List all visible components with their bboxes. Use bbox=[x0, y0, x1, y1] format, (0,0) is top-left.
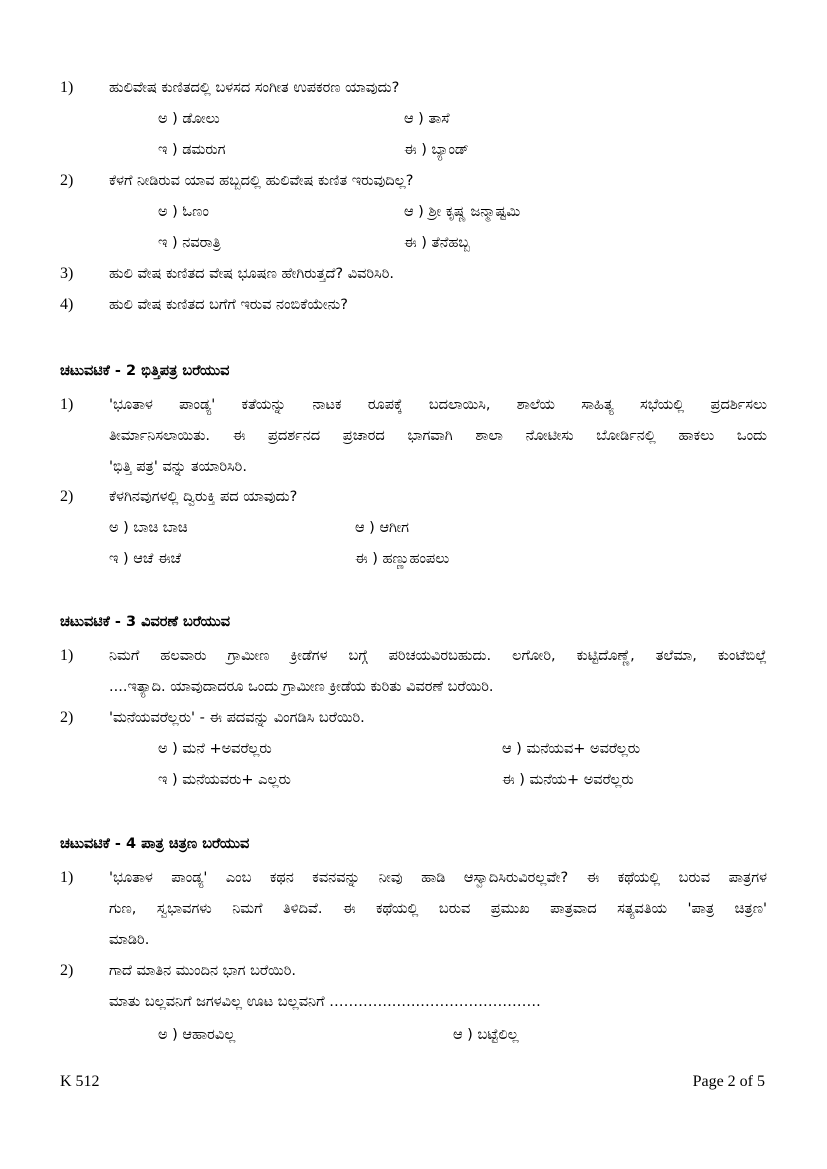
option-aa: ಆ ) ತಾಸೆ bbox=[404, 111, 450, 127]
option-ii: ಈ ) ಬ್ಯಾಂಡ್ bbox=[404, 142, 469, 158]
question-text-line: ....ಇತ್ಯಾದಿ. ಯಾವುದಾದರೂ ಒಂದು ಗ್ರಾಮೀಣ ಕ್ರೀಡೆಯ ಕುರಿತು ವಿವರಣೆ ಬರೆಯಿರಿ. bbox=[109, 679, 494, 695]
option-i: ಇ ) ನವರಾತ್ರಿ bbox=[158, 235, 221, 251]
option-ii: ಈ ) ಮನೆಯ+ ಅವರೆಲ್ಲರು bbox=[502, 772, 634, 788]
option-a: ಅ ) ಮನೆ +ಅವರೆಲ್ಲರು bbox=[158, 741, 272, 757]
question-number: 2) bbox=[60, 709, 74, 726]
option-aa: ಆ ) ಮನೆಯವ+ ಅವರೆಲ್ಲರು bbox=[502, 741, 641, 757]
question-text: ಗಾದೆ ಮಾತಿನ ಮುಂದಿನ ಭಾಗ ಬರೆಯಿರಿ. bbox=[109, 963, 297, 979]
option-aa: ಆ ) ಬಟ್ಟೆಲಿಲ್ಲ bbox=[453, 1027, 519, 1043]
question-number: 1) bbox=[60, 396, 74, 413]
question-text: ಹುಲಿವೇಷ ಕುಣಿತದಲ್ಲಿ ಬಳಸದ ಸಂಗೀತ ಉಪಕರಣ ಯಾವುದು? bbox=[109, 80, 400, 96]
option-a: ಅ ) ಡೋಲು bbox=[158, 111, 220, 127]
section-heading: ಚಟುವಟಿಕೆ - 2 ಭಿತ್ತಿಪತ್ರ ಬರೆಯುವ bbox=[60, 363, 230, 379]
option-i: ಇ ) ಆಚೆ ಈಚೆ bbox=[109, 551, 182, 567]
option-ii: ಈ ) ತೆನೆಹಬ್ಬ bbox=[404, 235, 470, 251]
page-number: Page 2 of 5 bbox=[692, 1073, 765, 1090]
option-a: ಅ ) ಓಣಂ bbox=[158, 204, 209, 220]
question-text-line: 'ಭೂತಾಳ ಪಾಂಡ್ಯ' ಕತೆಯನ್ನು ನಾಟಕ ರೂಪಕ್ಕೆ ಬದಲಾಯಿಸಿ, ಶಾಲೆಯ ಸಾಹಿತ್ಯ ಸಭೆಯಲ್ಲಿ ಪ್ರದರ್ಶಿಸಲು bbox=[109, 397, 767, 413]
question-number: 4) bbox=[60, 296, 74, 313]
question-text-line: ಗುಣ, ಸ್ವಭಾವಗಳು ನಿಮಗೆ ತಿಳಿದಿವೆ. ಈ ಕಥೆಯಲ್ಲಿ ಬರುವ ಪ್ರಮುಖ ಪಾತ್ರವಾದ ಸತ್ಯವತಿಯ 'ಪಾತ್ರ ಚಿತ್ರಣ' bbox=[109, 901, 767, 917]
question-number: 1) bbox=[60, 869, 74, 886]
question-text-line: 'ಭೂತಾಳ ಪಾಂಡ್ಯ' ಎಂಬ ಕಥನ ಕವನವನ್ನು ನೀವು ಹಾಡಿ ಆಸ್ವಾದಿಸಿರುವಿರಲ್ಲವೇ? ಈ ಕಥೆಯಲ್ಲಿ ಬರುವ ಪಾತ್ರಗಳ bbox=[109, 870, 767, 886]
option-a: ಅ ) ಬಾಚಿ ಬಾಚಿ bbox=[109, 520, 188, 536]
option-i: ಇ ) ಮನೆಯವರು+ ಎಲ್ಲರು bbox=[158, 772, 291, 788]
question-number: 2) bbox=[60, 172, 74, 189]
question-number: 1) bbox=[60, 647, 74, 664]
question-text-line: ನಿಮಗೆ ಹಲವಾರು ಗ್ರಾಮೀಣ ಕ್ರೀಡೆಗಳ ಬಗ್ಗೆ ಪರಿಚಯವಿರಬಹುದು. ಲಗೋರಿ, ಕುಟ್ಟಿದೊಣ್ಣೆ, ತಲೆಮಾ, ಕುಂಟೆಬಿಲ್ಲೆ bbox=[109, 648, 767, 664]
paper-code: K 512 bbox=[60, 1073, 100, 1090]
question-text: ಹುಲಿ ವೇಷ ಕುಣಿತದ ಬಗೆಗೆ ಇರುವ ನಂಬಿಕೆಯೇನು? bbox=[109, 297, 348, 313]
question-number: 2) bbox=[60, 488, 74, 505]
section-heading: ಚಟುವಟಿಕೆ - 4 ಪಾತ್ರ ಚಿತ್ರಣ ಬರೆಯುವ bbox=[60, 836, 250, 852]
option-aa: ಆ ) ಶ್ರೀ ಕೃಷ್ಣ ಜನ್ಮಾಷ್ಟಮಿ bbox=[404, 204, 521, 220]
question-text: ಕೆಳಗಿನವುಗಳಲ್ಲಿ ದ್ವಿರುಕ್ತಿ ಪದ ಯಾವುದು? bbox=[109, 489, 298, 505]
question-text: ಕೆಳಗೆ ನೀಡಿರುವ ಯಾವ ಹಬ್ಬದಲ್ಲಿ ಹುಲಿವೇಷ ಕುಣಿತ ಇರುವುದಿಲ್ಲ? bbox=[109, 173, 414, 189]
option-ii: ಈ ) ಹಣ್ಣುಹಂಪಲು bbox=[355, 551, 450, 567]
question-text: ಹುಲಿ ವೇಷ ಕುಣಿತದ ವೇಷ ಭೂಷಣ ಹೇಗಿರುತ್ತದೆ? ವಿವರಿಸಿರಿ. bbox=[109, 266, 395, 282]
option-aa: ಆ ) ಆಗೀಗ bbox=[355, 520, 409, 536]
question-text-line: ಮಾಡಿರಿ. bbox=[109, 932, 150, 948]
section-heading: ಚಟುವಟಿಕೆ - 3 ವಿವರಣೆ ಬರೆಯುವ bbox=[60, 614, 231, 630]
question-number: 3) bbox=[60, 265, 74, 282]
question-number: 2) bbox=[60, 962, 74, 979]
question-text-line: ತೀರ್ಮಾನಿಸಲಾಯಿತು. ಈ ಪ್ರದರ್ಶನದ ಪ್ರಚಾರದ ಭಾಗವಾಗಿ ಶಾಲಾ ನೋಟೀಸು ಬೋರ್ಡಿನಲ್ಲಿ ಹಾಕಲು ಒಂದು bbox=[109, 428, 767, 444]
question-text-line: 'ಭಿತ್ತಿ ಪತ್ರ' ವನ್ನು ತಯಾರಿಸಿರಿ. bbox=[109, 459, 247, 475]
option-i: ಇ ) ಡಮರುಗ bbox=[158, 142, 226, 158]
question-text: 'ಮನೆಯವರೆಲ್ಲರು' - ಈ ಪದವನ್ನು ವಿಂಗಡಿಸಿ ಬರೆಯಿರಿ. bbox=[109, 710, 365, 726]
proverb-line: ಮಾತು ಬಲ್ಲವನಿಗೆ ಜಗಳವಿಲ್ಲ ಊಟ ಬಲ್ಲವನಿಗೆ …………..…..……………………. bbox=[109, 994, 541, 1010]
question-number: 1) bbox=[60, 79, 74, 96]
option-a: ಅ ) ಆಹಾರವಿಲ್ಲ bbox=[158, 1027, 236, 1043]
